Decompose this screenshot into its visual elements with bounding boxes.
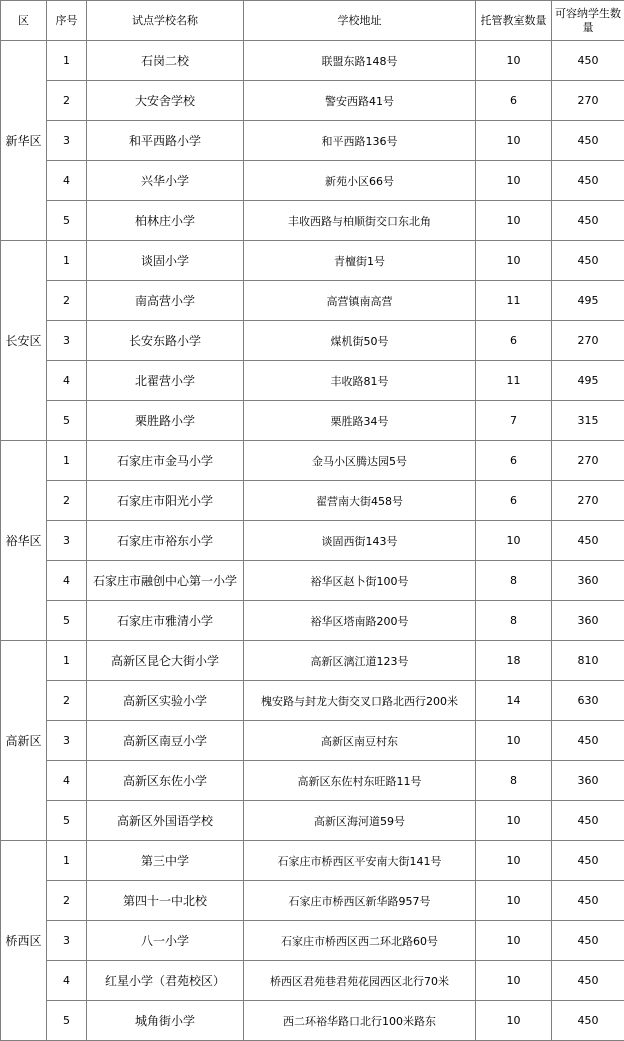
address-cell: 石家庄市桥西区新华路957号 <box>244 881 476 921</box>
classrooms-cell: 18 <box>476 641 552 681</box>
capacity-cell: 450 <box>552 721 624 761</box>
address-cell: 煤机街50号 <box>244 321 476 361</box>
school-name-cell: 石家庄市金马小学 <box>87 441 244 481</box>
capacity-cell: 495 <box>552 361 624 401</box>
table-row <box>1 961 624 1001</box>
seq-cell: 1 <box>47 841 87 881</box>
table-row <box>1 441 624 481</box>
classrooms-cell: 11 <box>476 281 552 321</box>
capacity-cell: 450 <box>552 801 624 841</box>
classrooms-cell: 10 <box>476 41 552 81</box>
school-name-cell: 高新区东佐小学 <box>87 761 244 801</box>
address-cell: 裕华区塔南路200号 <box>244 601 476 641</box>
seq-cell: 4 <box>47 161 87 201</box>
seq-cell: 1 <box>47 641 87 681</box>
capacity-cell: 270 <box>552 441 624 481</box>
classrooms-cell: 6 <box>476 481 552 521</box>
table-row <box>1 481 624 521</box>
table-row <box>1 161 624 201</box>
capacity-cell: 450 <box>552 161 624 201</box>
address-cell: 新苑小区66号 <box>244 161 476 201</box>
seq-cell: 5 <box>47 1001 87 1041</box>
classrooms-cell: 10 <box>476 201 552 241</box>
table-row <box>1 841 624 881</box>
table-row <box>1 401 624 441</box>
header-seq: 序号 <box>47 1 87 41</box>
capacity-cell: 810 <box>552 641 624 681</box>
classrooms-cell: 10 <box>476 1001 552 1041</box>
classrooms-cell: 8 <box>476 601 552 641</box>
address-cell: 石家庄市桥西区西二环北路60号 <box>244 921 476 961</box>
school-name-cell: 兴华小学 <box>87 161 244 201</box>
school-name-cell: 和平西路小学 <box>87 121 244 161</box>
seq-cell: 1 <box>47 241 87 281</box>
school-name-cell: 第三中学 <box>87 841 244 881</box>
school-name-cell: 南高营小学 <box>87 281 244 321</box>
seq-cell: 5 <box>47 801 87 841</box>
address-cell: 青檀街1号 <box>244 241 476 281</box>
capacity-cell: 495 <box>552 281 624 321</box>
seq-cell: 4 <box>47 961 87 1001</box>
classrooms-cell: 8 <box>476 561 552 601</box>
seq-cell: 2 <box>47 81 87 121</box>
classrooms-cell: 6 <box>476 441 552 481</box>
seq-cell: 2 <box>47 481 87 521</box>
table-row <box>1 521 624 561</box>
capacity-cell: 450 <box>552 921 624 961</box>
address-cell: 高新区东佐村东旺路11号 <box>244 761 476 801</box>
classrooms-cell: 10 <box>476 921 552 961</box>
seq-cell: 4 <box>47 561 87 601</box>
district-cell: 高新区 <box>1 641 47 841</box>
capacity-cell: 270 <box>552 481 624 521</box>
capacity-cell: 360 <box>552 601 624 641</box>
school-name-cell: 高新区南豆小学 <box>87 721 244 761</box>
table-header <box>1 1 624 41</box>
district-cell: 桥西区 <box>1 841 47 1041</box>
seq-cell: 2 <box>47 681 87 721</box>
address-cell: 高营镇南高营 <box>244 281 476 321</box>
classrooms-cell: 10 <box>476 161 552 201</box>
capacity-cell: 450 <box>552 521 624 561</box>
classrooms-cell: 10 <box>476 841 552 881</box>
capacity-cell: 450 <box>552 201 624 241</box>
table-row <box>1 361 624 401</box>
seq-cell: 3 <box>47 521 87 561</box>
seq-cell: 4 <box>47 761 87 801</box>
seq-cell: 5 <box>47 401 87 441</box>
address-cell: 裕华区赵卜街100号 <box>244 561 476 601</box>
address-cell: 槐安路与封龙大街交叉口路北西行200米 <box>244 681 476 721</box>
school-name-cell: 大安舍学校 <box>87 81 244 121</box>
school-name-cell: 高新区实验小学 <box>87 681 244 721</box>
school-name-cell: 石家庄市阳光小学 <box>87 481 244 521</box>
address-cell: 联盟东路148号 <box>244 41 476 81</box>
seq-cell: 1 <box>47 41 87 81</box>
capacity-cell: 270 <box>552 321 624 361</box>
table-row <box>1 561 624 601</box>
table-row <box>1 921 624 961</box>
classrooms-cell: 6 <box>476 81 552 121</box>
school-name-cell: 高新区昆仑大街小学 <box>87 641 244 681</box>
table-row <box>1 721 624 761</box>
school-name-cell: 长安东路小学 <box>87 321 244 361</box>
school-name-cell: 谈固小学 <box>87 241 244 281</box>
school-name-cell: 石家庄市裕东小学 <box>87 521 244 561</box>
district-cell: 长安区 <box>1 241 47 441</box>
classrooms-cell: 10 <box>476 521 552 561</box>
table-row <box>1 681 624 721</box>
header-capacity: 可容纳学生数量 <box>552 1 624 41</box>
address-cell: 丰收路81号 <box>244 361 476 401</box>
seq-cell: 5 <box>47 201 87 241</box>
table-row <box>1 881 624 921</box>
address-cell: 警安西路41号 <box>244 81 476 121</box>
classrooms-cell: 6 <box>476 321 552 361</box>
header-classrooms: 托管教室数量 <box>476 1 552 41</box>
header-address: 学校地址 <box>244 1 476 41</box>
school-name-cell: 石岗二校 <box>87 41 244 81</box>
capacity-cell: 270 <box>552 81 624 121</box>
classrooms-cell: 10 <box>476 241 552 281</box>
table-row <box>1 41 624 81</box>
seq-cell: 1 <box>47 441 87 481</box>
capacity-cell: 450 <box>552 961 624 1001</box>
seq-cell: 3 <box>47 121 87 161</box>
school-name-cell: 石家庄市融创中心第一小学 <box>87 561 244 601</box>
district-cell: 新华区 <box>1 41 47 241</box>
classrooms-cell: 10 <box>476 961 552 1001</box>
school-name-cell: 石家庄市雅清小学 <box>87 601 244 641</box>
address-cell: 金马小区腾达园5号 <box>244 441 476 481</box>
seq-cell: 5 <box>47 601 87 641</box>
header-school: 试点学校名称 <box>87 1 244 41</box>
school-name-cell: 栗胜路小学 <box>87 401 244 441</box>
capacity-cell: 360 <box>552 561 624 601</box>
seq-cell: 4 <box>47 361 87 401</box>
address-cell: 和平西路136号 <box>244 121 476 161</box>
school-name-cell: 城角街小学 <box>87 1001 244 1041</box>
capacity-cell: 450 <box>552 241 624 281</box>
classrooms-cell: 14 <box>476 681 552 721</box>
seq-cell: 3 <box>47 321 87 361</box>
seq-cell: 3 <box>47 921 87 961</box>
capacity-cell: 360 <box>552 761 624 801</box>
capacity-cell: 315 <box>552 401 624 441</box>
capacity-cell: 450 <box>552 881 624 921</box>
address-cell: 谈固西街143号 <box>244 521 476 561</box>
table-row <box>1 801 624 841</box>
school-name-cell: 北翟营小学 <box>87 361 244 401</box>
table-row <box>1 121 624 161</box>
address-cell: 翟营南大街458号 <box>244 481 476 521</box>
classrooms-cell: 10 <box>476 121 552 161</box>
table-body <box>1 41 624 1041</box>
table-row <box>1 281 624 321</box>
seq-cell: 2 <box>47 281 87 321</box>
address-cell: 高新区海河道59号 <box>244 801 476 841</box>
address-cell: 桥西区君苑巷君苑花园西区北行70米 <box>244 961 476 1001</box>
classrooms-cell: 11 <box>476 361 552 401</box>
seq-cell: 2 <box>47 881 87 921</box>
capacity-cell: 630 <box>552 681 624 721</box>
address-cell: 高新区南豆村东 <box>244 721 476 761</box>
table-row <box>1 81 624 121</box>
address-cell: 高新区漓江道123号 <box>244 641 476 681</box>
address-cell: 栗胜路34号 <box>244 401 476 441</box>
capacity-cell: 450 <box>552 121 624 161</box>
school-name-cell: 第四十一中北校 <box>87 881 244 921</box>
classrooms-cell: 7 <box>476 401 552 441</box>
address-cell: 西二环裕华路口北行100米路东 <box>244 1001 476 1041</box>
seq-cell: 3 <box>47 721 87 761</box>
table-row <box>1 761 624 801</box>
school-name-cell: 高新区外国语学校 <box>87 801 244 841</box>
table-row <box>1 641 624 681</box>
school-name-cell: 八一小学 <box>87 921 244 961</box>
table-row <box>1 241 624 281</box>
school-name-cell: 柏林庄小学 <box>87 201 244 241</box>
classrooms-cell: 10 <box>476 881 552 921</box>
table-row <box>1 201 624 241</box>
capacity-cell: 450 <box>552 1001 624 1041</box>
classrooms-cell: 8 <box>476 761 552 801</box>
capacity-cell: 450 <box>552 41 624 81</box>
address-cell: 石家庄市桥西区平安南大街141号 <box>244 841 476 881</box>
classrooms-cell: 10 <box>476 801 552 841</box>
district-cell: 裕华区 <box>1 441 47 641</box>
table-row <box>1 601 624 641</box>
school-name-cell: 红星小学（君苑校区） <box>87 961 244 1001</box>
table-row <box>1 321 624 361</box>
table-row <box>1 1001 624 1041</box>
header-row <box>1 1 624 41</box>
classrooms-cell: 10 <box>476 721 552 761</box>
address-cell: 丰收西路与柏顺街交口东北角 <box>244 201 476 241</box>
header-district: 区 <box>1 1 47 41</box>
capacity-cell: 450 <box>552 841 624 881</box>
